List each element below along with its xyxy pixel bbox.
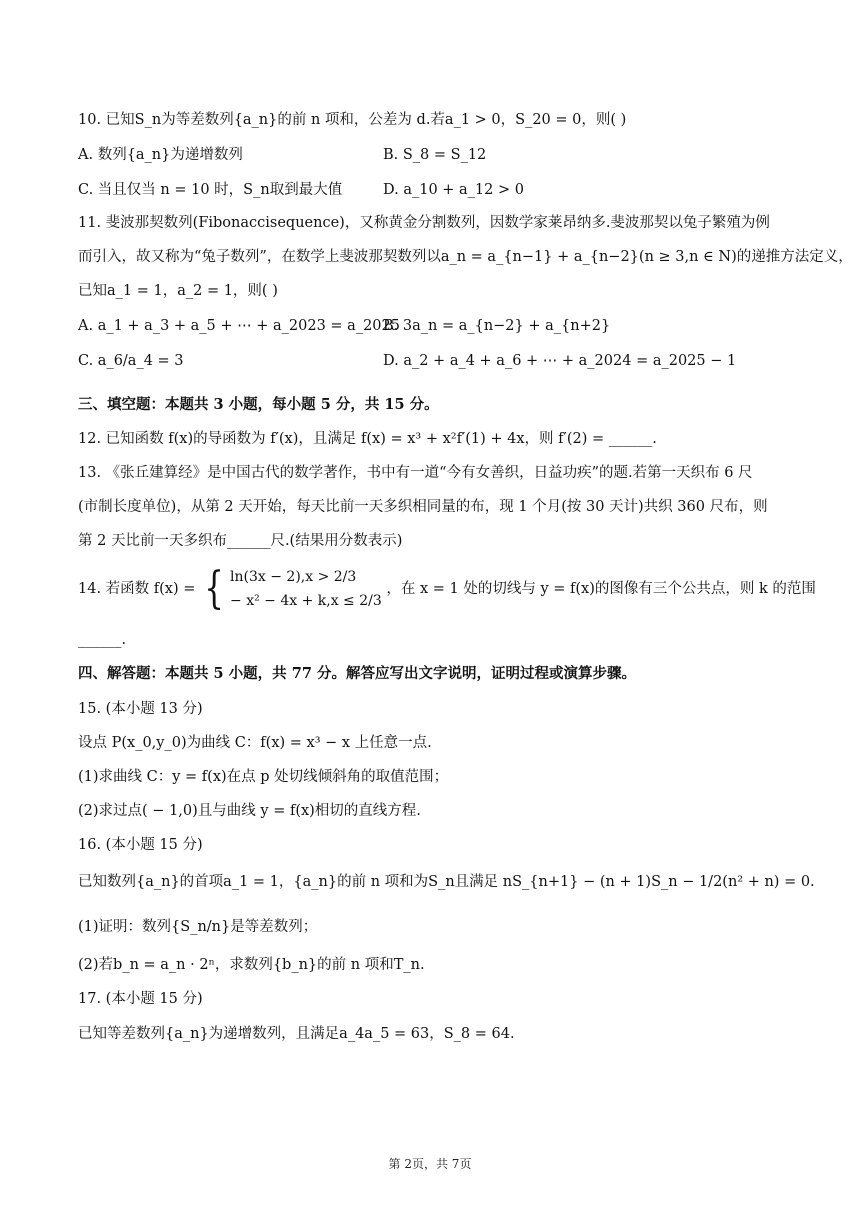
page-footer: 第 2页，共 7页 [388, 1157, 472, 1171]
q13-line3: 第 2 天比前一天多织布______尺.(结果用分数表示) [78, 533, 403, 549]
q17-stem: 已知等差数列{a_n}为递增数列，且满足a_4a_5 = 63，S_8 = 64. [78, 1026, 515, 1042]
section-heading-solutions: 四、解答题：本题共 5 小题，共 77 分。解答应写出文字说明，证明过程或演算步骤。 [78, 665, 636, 682]
q15-head: 15. (本小题 13 分) [78, 701, 203, 717]
q10-option-a: A. 数列{a_n}为递增数列 [78, 147, 243, 163]
q14-answer-blank: ______. [78, 632, 127, 648]
q10-option-d: D. a_10 + a_12 > 0 [383, 182, 524, 198]
q15-part1: (1)求曲线 C：y = f(x)在点 p 处切线倾斜角的取值范围； [78, 769, 449, 785]
q16-stem: 已知数列{a_n}的首项a_1 = 1，{a_n}的前 n 项和为S_n且满足 nS_{n+1} − (n + 1)S_n − 1/2(n² + n) = 0. [78, 874, 815, 890]
q11-option-a: A. a_1 + a_3 + a_5 + ⋯ + a_2023 = a_2025 [78, 318, 400, 334]
q14-suffix: ，在 x = 1 处的切线与 y = f(x)的图像有三个公共点，则 k 的范围 [386, 581, 816, 597]
q12-stem: 12. 已知函数 f(x)的导函数为 f′(x)，且满足 f(x) = x³ + x²f′(1) + 4x，则 f′(2) = ______. [78, 431, 657, 447]
q10-option-c: C. 当且仅当 n = 10 时，S_n取到最大值 [78, 182, 343, 198]
q11-option-b: B. 3a_n = a_{n−2} + a_{n+2} [383, 318, 611, 334]
q10-stem: 10. 已知S_n为等差数列{a_n}的前 n 项和，公差为 d.若a_1 > 0，S_20 = 0，则( ) [78, 112, 627, 128]
q14-case-1: ln(3x − 2),x > 2/3 [230, 569, 357, 585]
q13-line2: (市制长度单位)，从第 2 天开始，每天比前一天多织相同量的布，现 1 个月(按 30 天计)共织 360 尺布，则 [78, 499, 768, 515]
q16-head: 16. (本小题 15 分) [78, 837, 203, 853]
section-heading-fill-in: 三、填空题：本题共 3 小题，每小题 5 分，共 15 分。 [78, 396, 439, 413]
q17-head: 17. (本小题 15 分) [78, 991, 203, 1007]
q11-option-d: D. a_2 + a_4 + a_6 + ⋯ + a_2024 = a_2025 − 1 [383, 353, 737, 369]
q11-line2: 而引入，故又称为“兔子数列”，在数学上斐波那契数列以a_n = a_{n−1} + a_{n−2}(n ≥ 3,n ∈ N)的递推方法定义， [78, 249, 853, 265]
q14-case-2: − x² − 4x + k,x ≤ 2/3 [230, 593, 382, 609]
brace-icon: { [204, 563, 224, 614]
q15-stem: 设点 P(x_0,y_0)为曲线 C：f(x) = x³ − x 上任意一点. [78, 735, 432, 751]
q15-part2: (2)求过点( − 1,0)且与曲线 y = f(x)相切的直线方程. [78, 803, 421, 819]
q14-piecewise [200, 565, 382, 613]
q14-prefix: 14. 若函数 f(x) = [78, 581, 196, 597]
q16-part1: (1)证明：数列{S_n/n}是等差数列； [78, 919, 318, 935]
q14-stem [78, 561, 816, 617]
q11-line3: 已知a_1 = 1，a_2 = 1，则( ) [78, 283, 278, 299]
q16-part2: (2)若b_n = a_n · 2ⁿ，求数列{b_n}的前 n 项和T_n. [78, 957, 425, 973]
q11-line1: 11. 斐波那契数列(Fibonaccisequence)，又称黄金分割数列，因数学家莱昂纳多.斐波那契以兔子繁殖为例 [78, 215, 770, 231]
q11-option-c: C. a_6/a_4 = 3 [78, 353, 184, 369]
q10-option-b: B. S_8 = S_12 [383, 147, 487, 163]
q13-line1: 13. 《张丘建算经》是中国古代的数学著作，书中有一道“今有女善织，日益功疾”的题.若第一天织布 6 尺 [78, 465, 753, 481]
